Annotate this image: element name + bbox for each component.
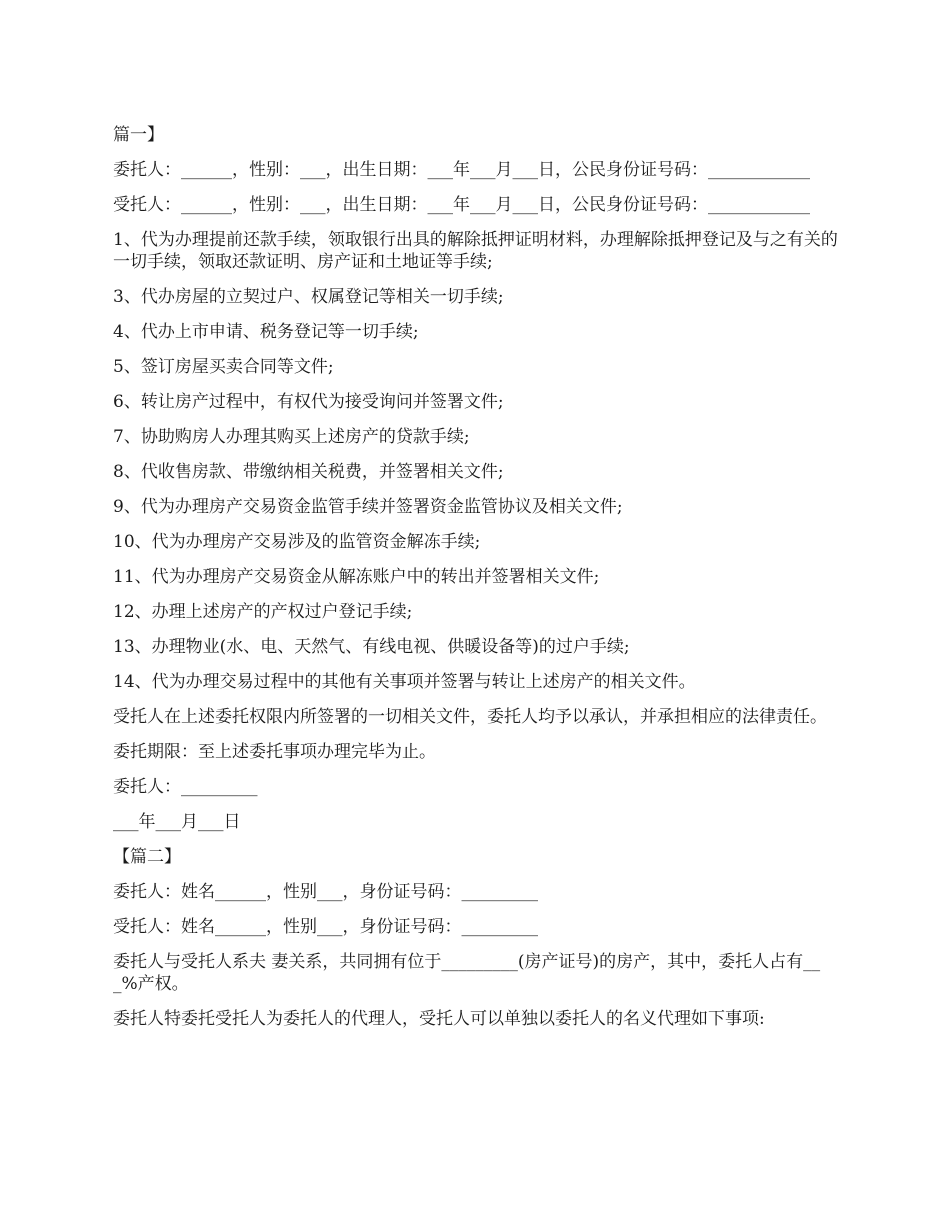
list-item: 5、签订房屋买卖合同等文件; [113, 357, 334, 377]
authorization-paragraph: 委托人特委托受托人为委托人的代理人，受托人可以单独以委托人的名义代理如下事项: [113, 1009, 765, 1029]
list-item: 6、转让房产过程中，有权代为接受询问并签署文件; [113, 392, 504, 412]
list-item: 12、办理上述房产的产权过户登记手续; [113, 602, 413, 622]
principal-signature-line: 委托人：_________ [113, 777, 258, 797]
principal-info-line: 委托人：姓名______，性别___，身份证号码：_________ [113, 882, 538, 902]
list-item: 9、代为办理房产交易资金监管手续并签署资金监管协议及相关文件; [113, 497, 623, 517]
list-item: 1、代为办理提前还款手续，领取银行出具的解除抵押证明材料，办理解除抵押登记及与之有关的一切手续，领取还款证明、房产证和土地证等手续; [113, 230, 838, 272]
date-line: ___年___月___日 [113, 812, 241, 832]
list-item: 4、代办上市申请、税务登记等一切手续; [113, 322, 419, 342]
list-item: 11、代为办理房产交易资金从解冻账户中的转出并签署相关文件; [113, 567, 600, 587]
list-item: 3、代办房屋的立契过户、权属登记等相关一切手续; [113, 287, 504, 307]
list-item: 10、代为办理房产交易涉及的监管资金解冻手续; [113, 532, 481, 552]
list-item: 14、代为办理交易过程中的其他有关事项并签署与转让上述房产的相关文件。 [113, 672, 696, 692]
property-paragraph: 委托人与受托人系夫 妻关系，共同拥有位于_________(房产证号)的房产，其中，委托人占有___%产权。 [113, 952, 821, 994]
list-item: 7、协助购房人办理其购买上述房产的贷款手续; [113, 427, 470, 447]
liability-paragraph: 受托人在上述委托权限内所签署的一切相关文件，委托人均予以承认，并承担相应的法律责任。 [113, 707, 827, 727]
term-paragraph: 委托期限：至上述委托事项办理完毕为止。 [113, 742, 436, 762]
principal-info-line: 委托人：______，性别：___，出生日期：___年___月___日，公民身份证号码：____________ [113, 160, 810, 180]
section-heading-2: 【篇二】 [113, 847, 181, 867]
document-body [113, 124, 843, 1043]
agent-info-line: 受托人：姓名______，性别___，身份证号码：_________ [113, 917, 538, 937]
list-item: 13、办理物业(水、电、天然气、有线电视、供暖设备等)的过户手续; [113, 637, 630, 657]
section-heading-1: 篇一】 [113, 125, 164, 145]
agent-info-line: 受托人：______，性别：___，出生日期：___年___月___日，公民身份证号码：____________ [113, 195, 810, 215]
list-item: 8、代收售房款、带缴纳相关税费，并签署相关文件; [113, 462, 504, 482]
